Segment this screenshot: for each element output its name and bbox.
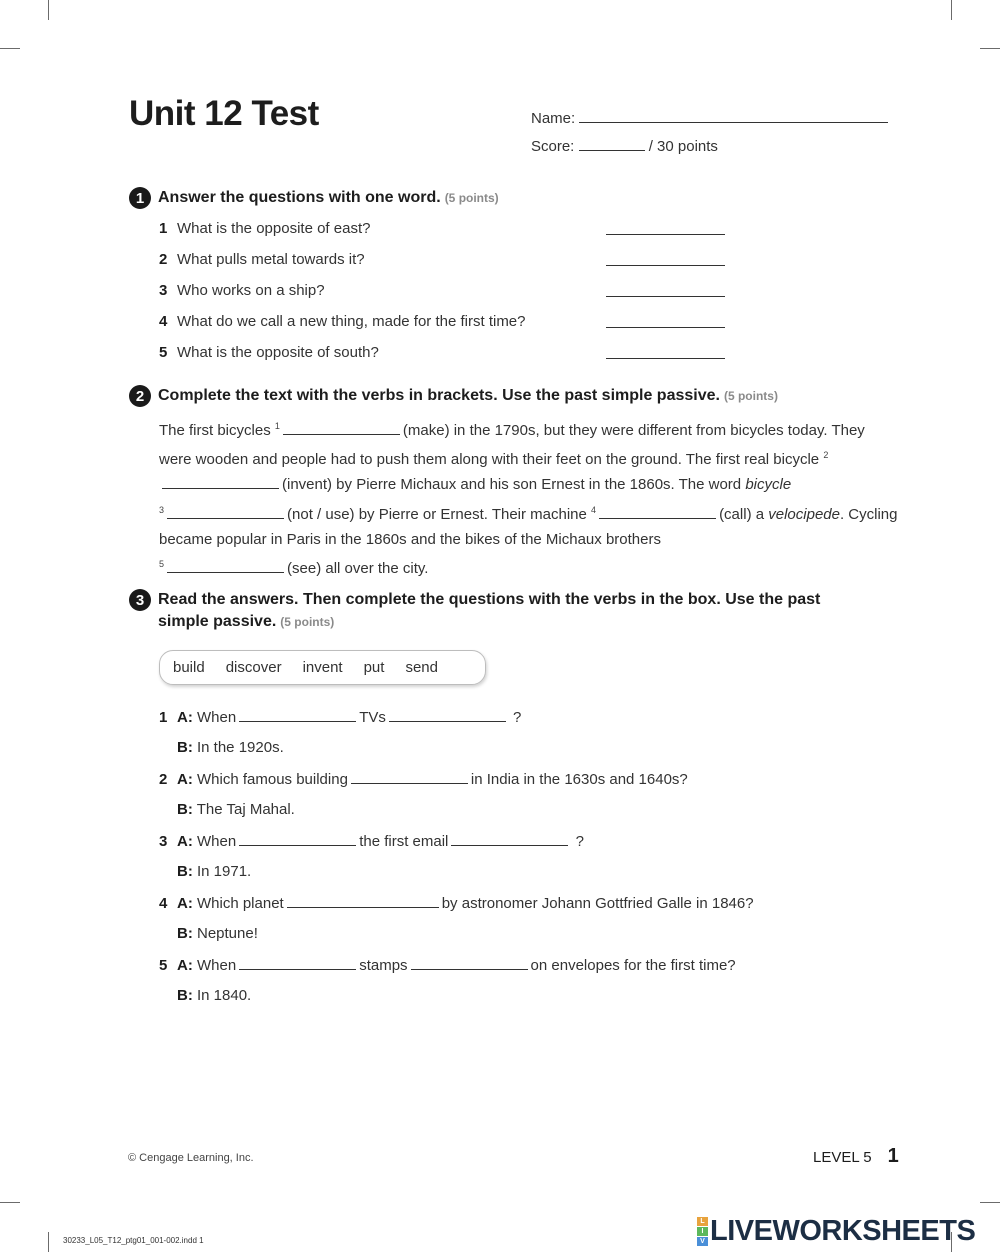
word-box-item: invent — [302, 659, 343, 676]
answer-blank[interactable] — [351, 770, 468, 784]
section-1-heading — [129, 187, 499, 209]
answer-blank[interactable] — [239, 832, 356, 846]
word-box-item: put — [363, 659, 385, 676]
word-box-item: build — [173, 659, 205, 676]
answer-blank[interactable] — [239, 956, 356, 970]
page-footer-level: LEVEL 5 1 — [813, 1145, 899, 1167]
section-points: (5 points) — [723, 389, 778, 403]
section-instruction: Read the answers. Then complete the questions with the verbs in the box. Use the past — [158, 591, 821, 608]
liveworksheets-logo[interactable] — [697, 1215, 975, 1248]
crop-mark — [951, 0, 952, 20]
crop-mark — [48, 1232, 49, 1252]
answer-blank[interactable] — [451, 832, 568, 846]
answer-blank[interactable] — [606, 358, 725, 359]
crop-mark — [980, 48, 1000, 49]
blank-2[interactable] — [162, 475, 279, 489]
dialogue-question: 3 A: When the first email ? — [159, 833, 584, 850]
blank-5[interactable] — [167, 559, 284, 573]
word-box — [159, 650, 486, 685]
question-row: 5 What is the opposite of south? — [159, 344, 379, 361]
answer-blank[interactable] — [606, 327, 725, 328]
name-input-line[interactable] — [579, 110, 888, 123]
page-number: 1 — [887, 1145, 899, 1167]
question-row: 2 What pulls metal towards it? — [159, 251, 365, 268]
section-points: (5 points) — [444, 191, 499, 205]
answer-blank[interactable] — [606, 265, 725, 266]
answer-blank[interactable] — [389, 708, 506, 722]
crop-mark — [980, 1202, 1000, 1203]
brand-name: LIVEWORKSHEETS — [710, 1215, 976, 1247]
answer-blank[interactable] — [411, 956, 528, 970]
dialogue-answer: B: In 1840. — [177, 987, 252, 1004]
dialogue-question: 1 A: When TVs ? — [159, 709, 522, 726]
word-box-item: discover — [225, 659, 282, 676]
cloze-paragraph: The first bicycles $^1$ (make) in the 1790s, but they were different from bicycles today. They were wooden and people had to push them along with their feet on the ground. The first real bicycle $^2$(invent) by Pierre Michaux and his son Ernest in the 1860s. The word bicycle $^3$ (not / use) by Pierre or Ernest. Their machine $^4$ (call) a velocipede. Cycling became popular in Paris in the 1860s and the bikes of the Michaux brothers $^5$ (see) all over the city. — [159, 421, 898, 578]
dialogue-answer: B: The Taj Mahal. — [177, 801, 295, 818]
name-field-row — [531, 110, 888, 127]
question-row: 3 Who works on a ship? — [159, 282, 325, 299]
score-label: Score: — [531, 138, 575, 155]
question-row: 1 What is the opposite of east? — [159, 220, 371, 237]
blank-4[interactable] — [599, 505, 716, 519]
section-instruction: Complete the text with the verbs in brackets. Use the past simple passive. — [158, 387, 720, 404]
dialogue-question: 5 A: When stamps on envelopes for the first time? — [159, 957, 736, 974]
dialogue-question: 2 A: Which famous building in India in the 1630s and 1640s? — [159, 771, 688, 788]
file-slug: 30233_L05_T12_ptg01_001-002.indd 1 — [63, 1236, 204, 1245]
name-label: Name: — [531, 110, 576, 127]
section-points: (5 points) — [280, 615, 335, 629]
score-total: / 30 points — [648, 138, 718, 155]
word-box-item: send — [405, 659, 438, 676]
answer-blank[interactable] — [239, 708, 356, 722]
dialogue-answer: B: In 1971. — [177, 863, 252, 880]
score-row — [531, 138, 718, 155]
section-number-badge: 1 — [129, 187, 151, 209]
answer-blank[interactable] — [606, 234, 725, 235]
page-title: Unit 12 Test — [129, 94, 319, 133]
dialogue-question: 4 A: Which planet by astronomer Johann Gottfried Galle in 1846? — [159, 895, 754, 912]
section-number-badge: 2 — [129, 385, 151, 407]
dialogue-answer: B: In the 1920s. — [177, 739, 284, 756]
crop-mark — [0, 1202, 20, 1203]
question-row: 4 What do we call a new thing, made for the first time? — [159, 313, 526, 330]
blank-1[interactable] — [283, 421, 400, 435]
section-2-heading — [129, 385, 778, 407]
answer-blank[interactable] — [606, 296, 725, 297]
score-input-line[interactable] — [579, 138, 645, 151]
section-instruction: Answer the questions with one word. — [158, 189, 441, 206]
copyright: © Cengage Learning, Inc. — [128, 1152, 254, 1164]
blank-3[interactable] — [167, 505, 284, 519]
section-number-badge: 3 — [129, 589, 151, 611]
crop-mark — [0, 48, 20, 49]
logo-cubes-icon: L I V — [697, 1217, 708, 1246]
crop-mark — [48, 0, 49, 20]
answer-blank[interactable] — [287, 894, 439, 908]
section-3-heading: 3 Read the answers. Then complete the questions with the verbs in the box. Use the past simple passive. (5 points) — [129, 589, 820, 633]
dialogue-answer: B: Neptune! — [177, 925, 258, 942]
